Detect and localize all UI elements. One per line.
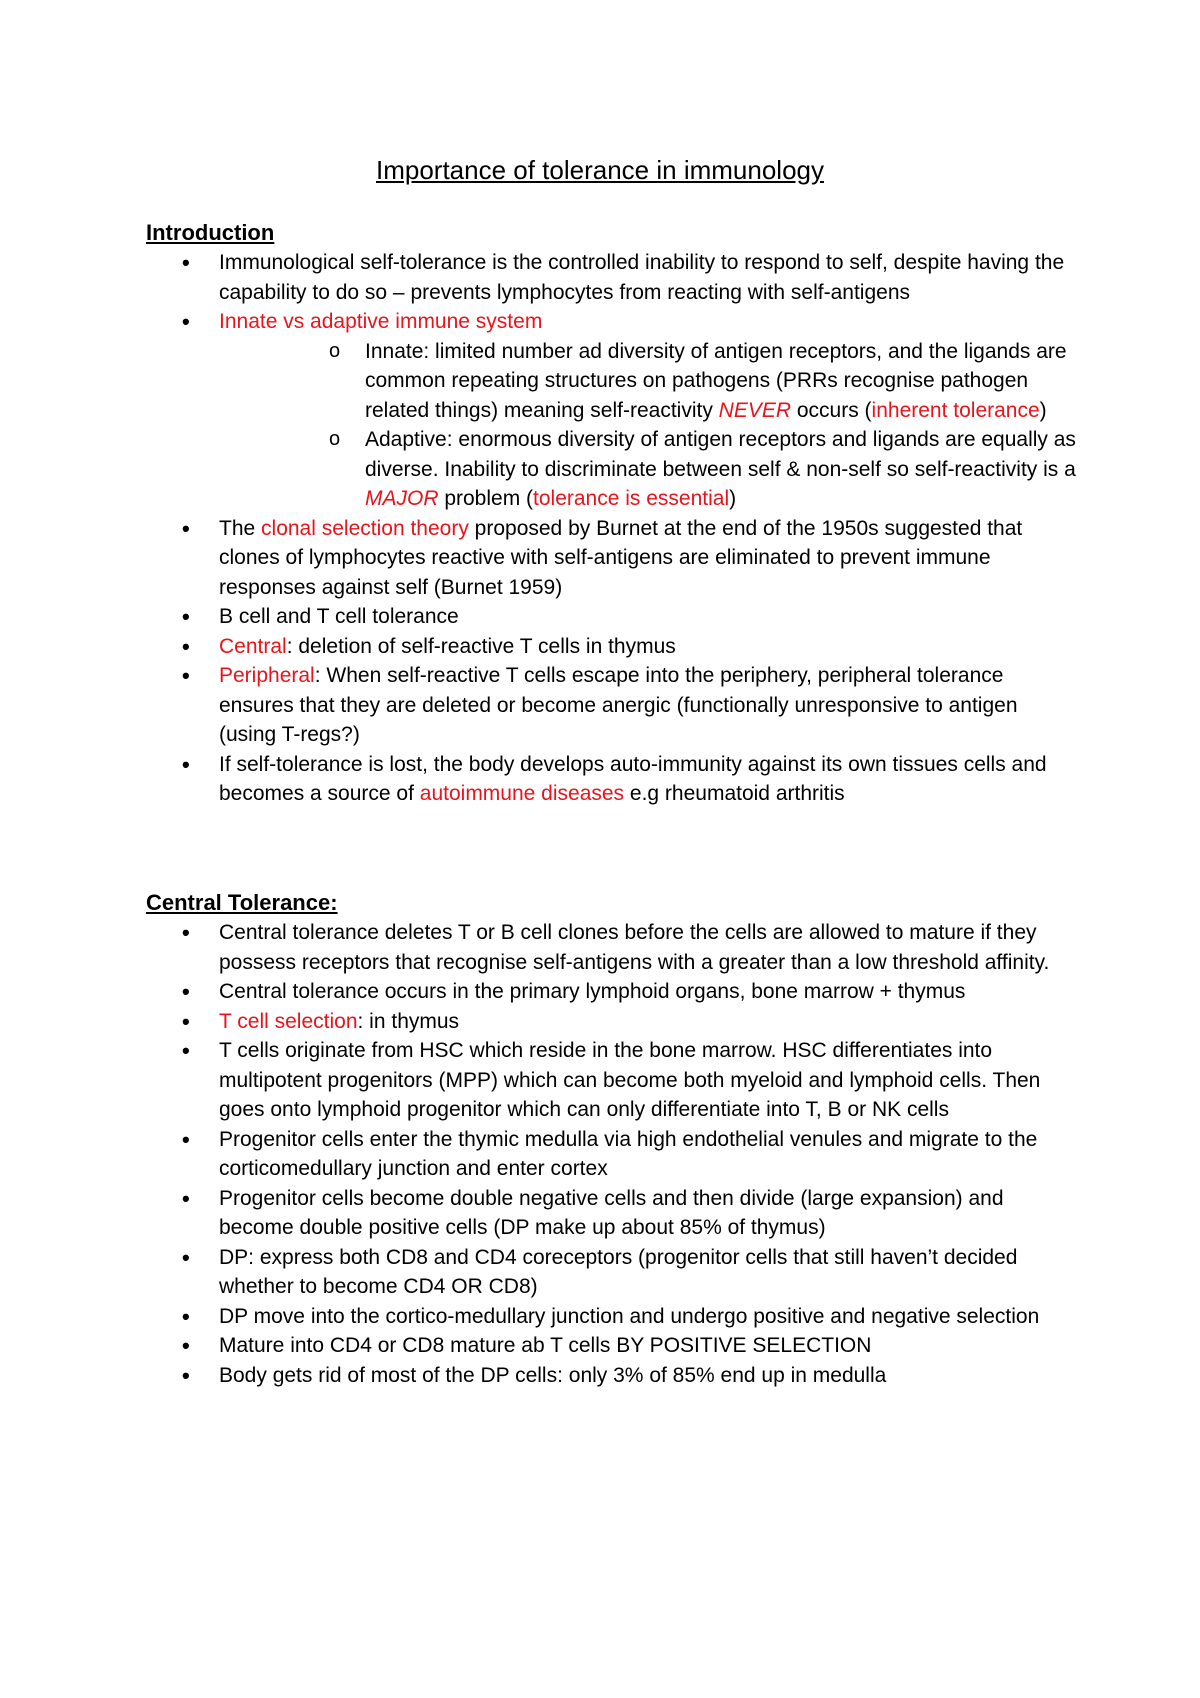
introduction-section bbox=[146, 218, 1076, 809]
list-item: • Central: deletion of self-reactive T cells in thymus bbox=[146, 632, 1076, 662]
list-item: • Central tolerance occurs in the primary lymphoid organs, bone marrow + thymus bbox=[146, 977, 1076, 1007]
central-tolerance-list bbox=[146, 918, 1076, 1390]
central-tolerance-section bbox=[146, 888, 1076, 1390]
list-item: • If self-tolerance is lost, the body develops auto-immunity against its own tissues cells and becomes a source of autoimmune diseases e.g rheumatoid arthritis bbox=[146, 750, 1076, 809]
introduction-list bbox=[146, 248, 1076, 809]
list-item: • DP move into the cortico-medullary junction and undergo positive and negative selection bbox=[146, 1302, 1076, 1332]
list-item: • B cell and T cell tolerance bbox=[146, 602, 1076, 632]
sub-list-item: o Adaptive: enormous diversity of antigen receptors and ligands are equally as diverse. Inability to discriminate between self & non-self so self-reactivity is a MAJOR problem (tolerance is essential) bbox=[292, 425, 1076, 514]
list-item: • The clonal selection theory proposed by Burnet at the end of the 1950s suggested that clones of lymphocytes reactive with self-antigens are eliminated to prevent immune responses against self (Burnet 1959) bbox=[146, 514, 1076, 603]
list-item: • DP: express both CD8 and CD4 coreceptors (progenitor cells that still haven’t decided whether to become CD4 OR CD8) bbox=[146, 1243, 1076, 1302]
list-item: • T cell selection: in thymus bbox=[146, 1007, 1076, 1037]
sub-list-item: o Innate: limited number ad diversity of antigen receptors, and the ligands are common repeating structures on pathogens (PRRs recognise pathogen related things) meaning self-reactivity NEVER occurs (inherent tolerance) bbox=[292, 337, 1076, 426]
list-item: • Immunological self-tolerance is the controlled inability to respond to self, despite having the capability to do so – prevents lymphocytes from reacting with self-antigens bbox=[146, 248, 1076, 307]
list-item: • Mature into CD4 or CD8 mature ab T cells BY POSITIVE SELECTION bbox=[146, 1331, 1076, 1361]
innate-adaptive-sublist bbox=[219, 337, 1076, 514]
document-title: Importance of tolerance in immunology bbox=[375, 155, 824, 185]
list-item: • Central tolerance deletes T or B cell clones before the cells are allowed to mature if they possess receptors that recognise self-antigens with a greater than a low threshold affinity. bbox=[146, 918, 1076, 977]
introduction-heading: Introduction bbox=[146, 220, 275, 245]
list-item: • Peripheral: When self-reactive T cells escape into the periphery, peripheral tolerance ensures that they are deleted or become anergic (functionally unresponsive to antigen (using T-regs?) bbox=[146, 661, 1076, 750]
list-item: • Progenitor cells enter the thymic medulla via high endothelial venules and migrate to the corticomedullary junction and enter cortex bbox=[146, 1125, 1076, 1184]
central-tolerance-heading: Central Tolerance: bbox=[146, 890, 338, 915]
list-item: • T cells originate from HSC which reside in the bone marrow. HSC differentiates into multipotent progenitors (MPP) which can become both myeloid and lymphoid cells. Then goes onto lymphoid progenitor which can only differentiate into T, B or NK cells bbox=[146, 1036, 1076, 1125]
list-item: • Body gets rid of most of the DP cells: only 3% of 85% end up in medulla bbox=[146, 1361, 1076, 1391]
list-item: • Progenitor cells become double negative cells and then divide (large expansion) and become double positive cells (DP make up about 85% of thymus) bbox=[146, 1184, 1076, 1243]
list-item: • Innate vs adaptive immune system o Innate: limited number ad diversity of antigen receptors, and the ligands are common repeating structures on pathogens (PRRs recognise pathogen related things) meaning self-reactivity NEVER occurs (inherent tolerance) o Adaptive: enormous diversity of antigen receptors and ligands are equally as diverse. Inability to discriminate between self & non-self so self-reactivity is a MAJOR problem (tolerance is essential) bbox=[146, 307, 1076, 514]
